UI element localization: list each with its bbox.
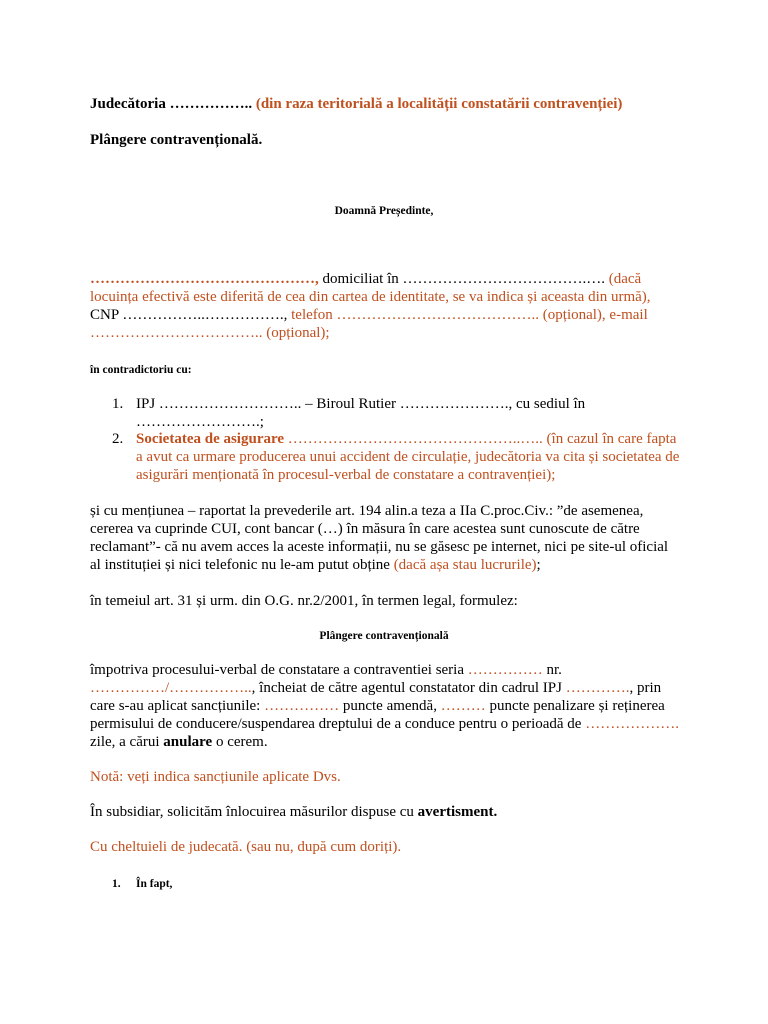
insurer-note: (în cazul în care fapta a avut ca urmare producerea unui accident de circulație, judecătoria va cita și societatea de asigurări menționată în procesul-verbal de constatare a contravenției); xyxy=(136,431,680,483)
complaint-part-2: nr. xyxy=(542,662,562,678)
party-1-number: 1. xyxy=(112,396,124,412)
subsidiary-bold: avertisment. xyxy=(417,804,498,820)
contradictory-label: în contradictoriu cu: xyxy=(90,364,192,376)
cnp-text: CNP ……………..……………., xyxy=(90,307,288,323)
points-dots: ……… xyxy=(440,698,486,714)
party-2-text xyxy=(136,430,681,484)
domiciled-text: domiciliat în xyxy=(318,271,403,287)
complaint-part-6: puncte penalizare și reținerea permisului de conducere/suspendarea dreptului de a conduce pentru o perioadă de xyxy=(90,698,665,732)
phone-note: (opțional), e-mail …………………………….. xyxy=(90,307,648,341)
court-note: (din raza teritorială a localității constatării contravenției) xyxy=(252,96,623,112)
subsidiary-text: În subsidiar, solicităm înlocuirea măsurilor dispuse cu xyxy=(90,804,418,820)
court-label: Judecătoria …………….. xyxy=(90,96,253,112)
phone-text: telefon ………………………………….. xyxy=(287,307,540,323)
email-note: (opțional); xyxy=(262,325,330,341)
plaintiff-paragraph xyxy=(90,270,680,342)
insurer-label: Societatea de asigurare xyxy=(136,431,285,447)
document-subject: Plângere contravențională. xyxy=(90,132,263,148)
complaint-part-4: , prin care s-au aplicat sancțiunile: xyxy=(90,680,662,714)
complaint-part-1: împotriva procesului-verbal de constatare a contraventiei seria xyxy=(90,662,468,678)
series-dots: …………… xyxy=(467,662,543,678)
mention-paragraph xyxy=(90,502,680,574)
salutation: Doamnă Președinte, xyxy=(334,205,434,217)
legal-basis: în temeiul art. 31 și urm. din O.G. nr.2/2001, în termen legal, formulez: xyxy=(90,593,518,609)
annulment-word: anulare xyxy=(163,734,213,750)
address-dots: ……………………………….…. xyxy=(402,271,605,287)
plaintiff-name-dots: ………………………………………, xyxy=(90,271,319,287)
complaint-title: Plângere contravențională xyxy=(319,630,449,642)
subsidiary-line xyxy=(90,803,680,821)
party-2-number: 2. xyxy=(112,431,124,447)
mention-text: și cu mențiunea – raportat la prevederile art. 194 alin.a teza a IIa C.proc.Civ.: ”de asemenea, cererea va cuprinde CUI, cont bancar (…) în măsura în care acestea sunt cunoscute de către reclamant”- că nu avem acces la aceste informații, nu se găsesc pe internet, nici pe site-ul oficial al instituției și nici telefonic nu le-am putut obține xyxy=(90,503,669,573)
ipj-dots: …………. xyxy=(565,680,630,696)
costs-line: Cu cheltuieli de judecată. (sau nu, după cum doriți). xyxy=(90,839,402,855)
mention-end: ; xyxy=(536,557,541,573)
complaint-part-5: puncte amendă, xyxy=(339,698,441,714)
address-note: (dacă locuința efectivă este diferită de cea din cartea de identitate, se va indica și aceasta din urmă), xyxy=(90,271,651,305)
complaint-part-8: o cerem. xyxy=(212,734,268,750)
section-title: În fapt, xyxy=(136,878,173,890)
court-heading xyxy=(90,95,680,113)
section-number: 1. xyxy=(112,878,121,890)
fine-dots: …………… xyxy=(264,698,340,714)
number-dots: ……………/…………….. xyxy=(90,680,252,696)
insurer-dots: ………………………………………..….. xyxy=(284,431,543,447)
mention-note: (dacă așa stau lucrurile) xyxy=(389,557,537,573)
note-line: Notă: veți indica sancțiunile aplicate Dvs. xyxy=(90,769,341,785)
complaint-part-7: zile, a cărui xyxy=(90,734,164,750)
days-dots: ………………. xyxy=(585,716,679,732)
complaint-paragraph xyxy=(90,661,680,751)
party-1-text: IPJ ……………………….. – Biroul Rutier …………………., cu sediul în …………………….; xyxy=(136,396,586,430)
complaint-part-3: , încheiat de către agentul constatator din cadrul IPJ xyxy=(251,680,566,696)
